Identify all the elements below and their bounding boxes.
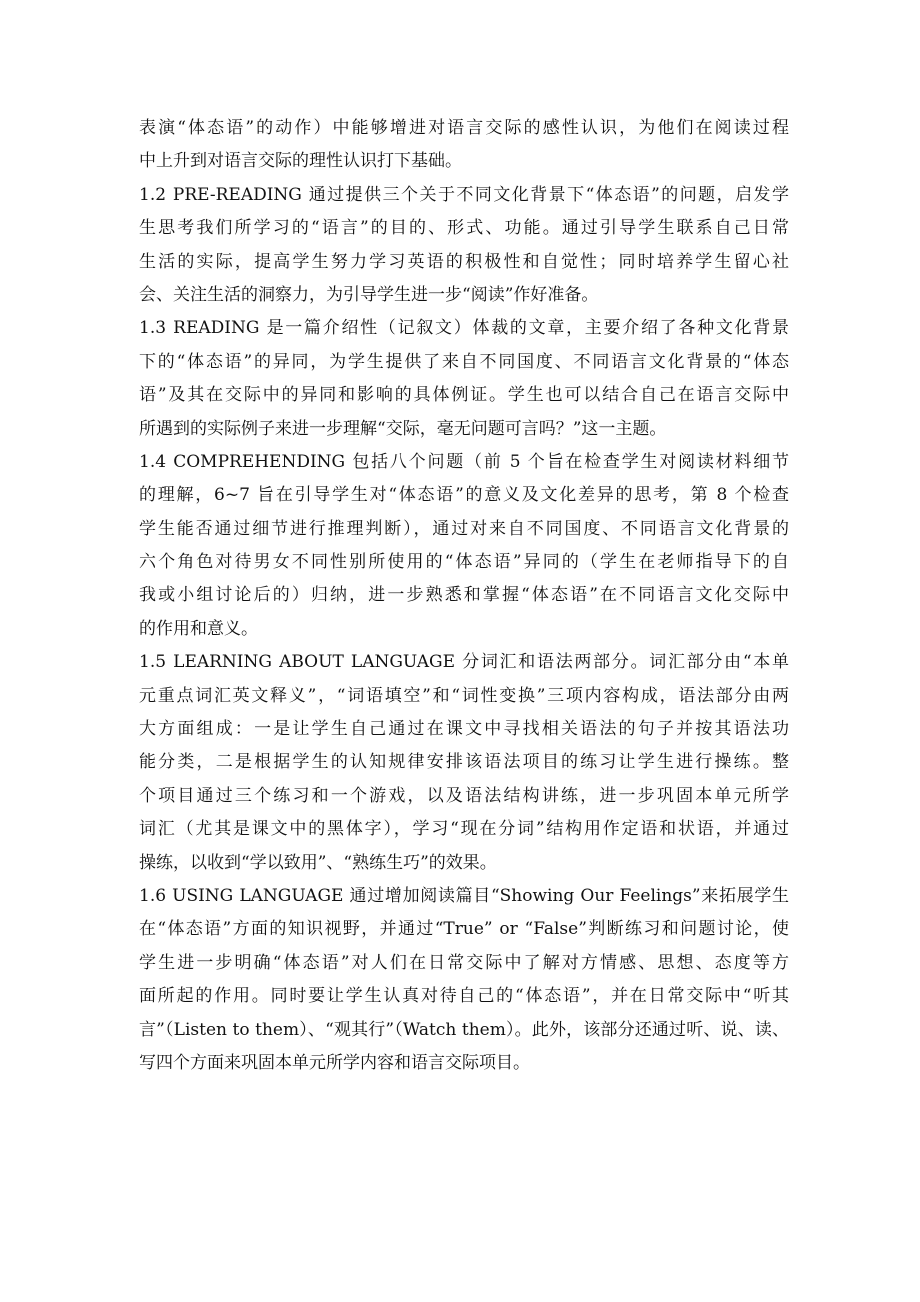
text-line: 的理解，6~7 旨在引导学生对“体态语”的意义及文化差异的思考，第 8 个检查: [139, 485, 789, 506]
text-line: 面所起的作用。同时要让学生认真对待自己的“体态语”，并在日常交际中“听其: [139, 986, 789, 1007]
text-line: 学生能否通过细节进行推理判断），通过对来自不同国度、不同语言文化背景的: [139, 518, 789, 539]
text-line: 1.4 COMPREHENDING 包括八个问题（前 5 个旨在检查学生对阅读材料细节: [139, 451, 789, 472]
text-line: 的作用和意义。: [139, 618, 258, 639]
text-line: 1.3 READING 是一篇介绍性（记叙文）体裁的文章，主要介绍了各种文化背景: [139, 318, 789, 339]
text-line: 操练，以收到“学以致用”、“熟练生巧”的效果。: [139, 852, 497, 873]
text-line: 写四个方面来巩固本单元所学内容和语言交际项目。: [139, 1052, 530, 1073]
text-line: 词汇（尤其是课文中的黑体字），学习“现在分词”结构用作定语和状语，并通过: [139, 819, 789, 840]
text-line: 六个角色对待男女不同性别所使用的“体态语”异同的（学生在老师指导下的自: [139, 552, 789, 573]
text-line: 1.5 LEARNING ABOUT LANGUAGE 分词汇和语法两部分。词汇部分由“本单: [139, 652, 789, 673]
text-line: 中上升到对语言交际的理性认识打下基础。: [139, 151, 462, 172]
text-line: 个项目通过三个练习和一个游戏，以及语法结构讲练，进一步巩固本单元所学: [139, 785, 789, 806]
text-line: 学生进一步明确“体态语”对人们在日常交际中了解对方情感、思想、态度等方: [139, 952, 789, 973]
text-line: 元重点词汇英文释义”，“词语填空”和“词性变换”三项内容构成，语法部分由两: [139, 685, 789, 706]
text-line: 生活的实际，提高学生努力学习英语的积极性和自觉性；同时培养学生留心社: [139, 251, 789, 272]
text-line: 下的“体态语”的异同，为学生提供了来自不同国度、不同语言文化背景的“体态: [139, 351, 789, 372]
text-line: 1.6 USING LANGUAGE 通过增加阅读篇目“Showing Our Feelings”来拓展学生: [139, 885, 789, 906]
text-line: 语”及其在交际中的异同和影响的具体例证。学生也可以结合自己在语言交际中: [139, 385, 789, 406]
text-line: 言”（Listen to them）、“观其行”（Watch them）。此外，该部分还通过听、说、读、: [139, 1019, 789, 1040]
text-line: 能分类，二是根据学生的认知规律安排该语法项目的练习让学生进行操练。整: [139, 752, 789, 773]
text-line: 我或小组讨论后的）归纳，进一步熟悉和掌握“体态语”在不同语言文化交际中: [139, 585, 789, 606]
body-text: [139, 112, 789, 1080]
text-line: 在“体态语”方面的知识视野，并通过“True” or “False”判断练习和问题讨论，使: [139, 919, 789, 940]
text-line: 1.2 PRE-READING 通过提供三个关于不同文化背景下“体态语”的问题，启发学: [139, 184, 789, 205]
text-line: 大方面组成：一是让学生自己通过在课文中寻找相关语法的句子并按其语法功: [139, 719, 789, 740]
text-line: 生思考我们所学习的“语言”的目的、形式、功能。通过引导学生联系自己日常: [139, 218, 789, 239]
text-line: 会、关注生活的洞察力，为引导学生进一步“阅读”作好准备。: [139, 284, 599, 305]
text-line: 所遇到的实际例子来进一步理解“交际，毫无问题可言吗？”这一主题。: [139, 418, 667, 439]
text-line: 表演“体态语”的动作）中能够增进对语言交际的感性认识，为他们在阅读过程: [139, 118, 789, 138]
